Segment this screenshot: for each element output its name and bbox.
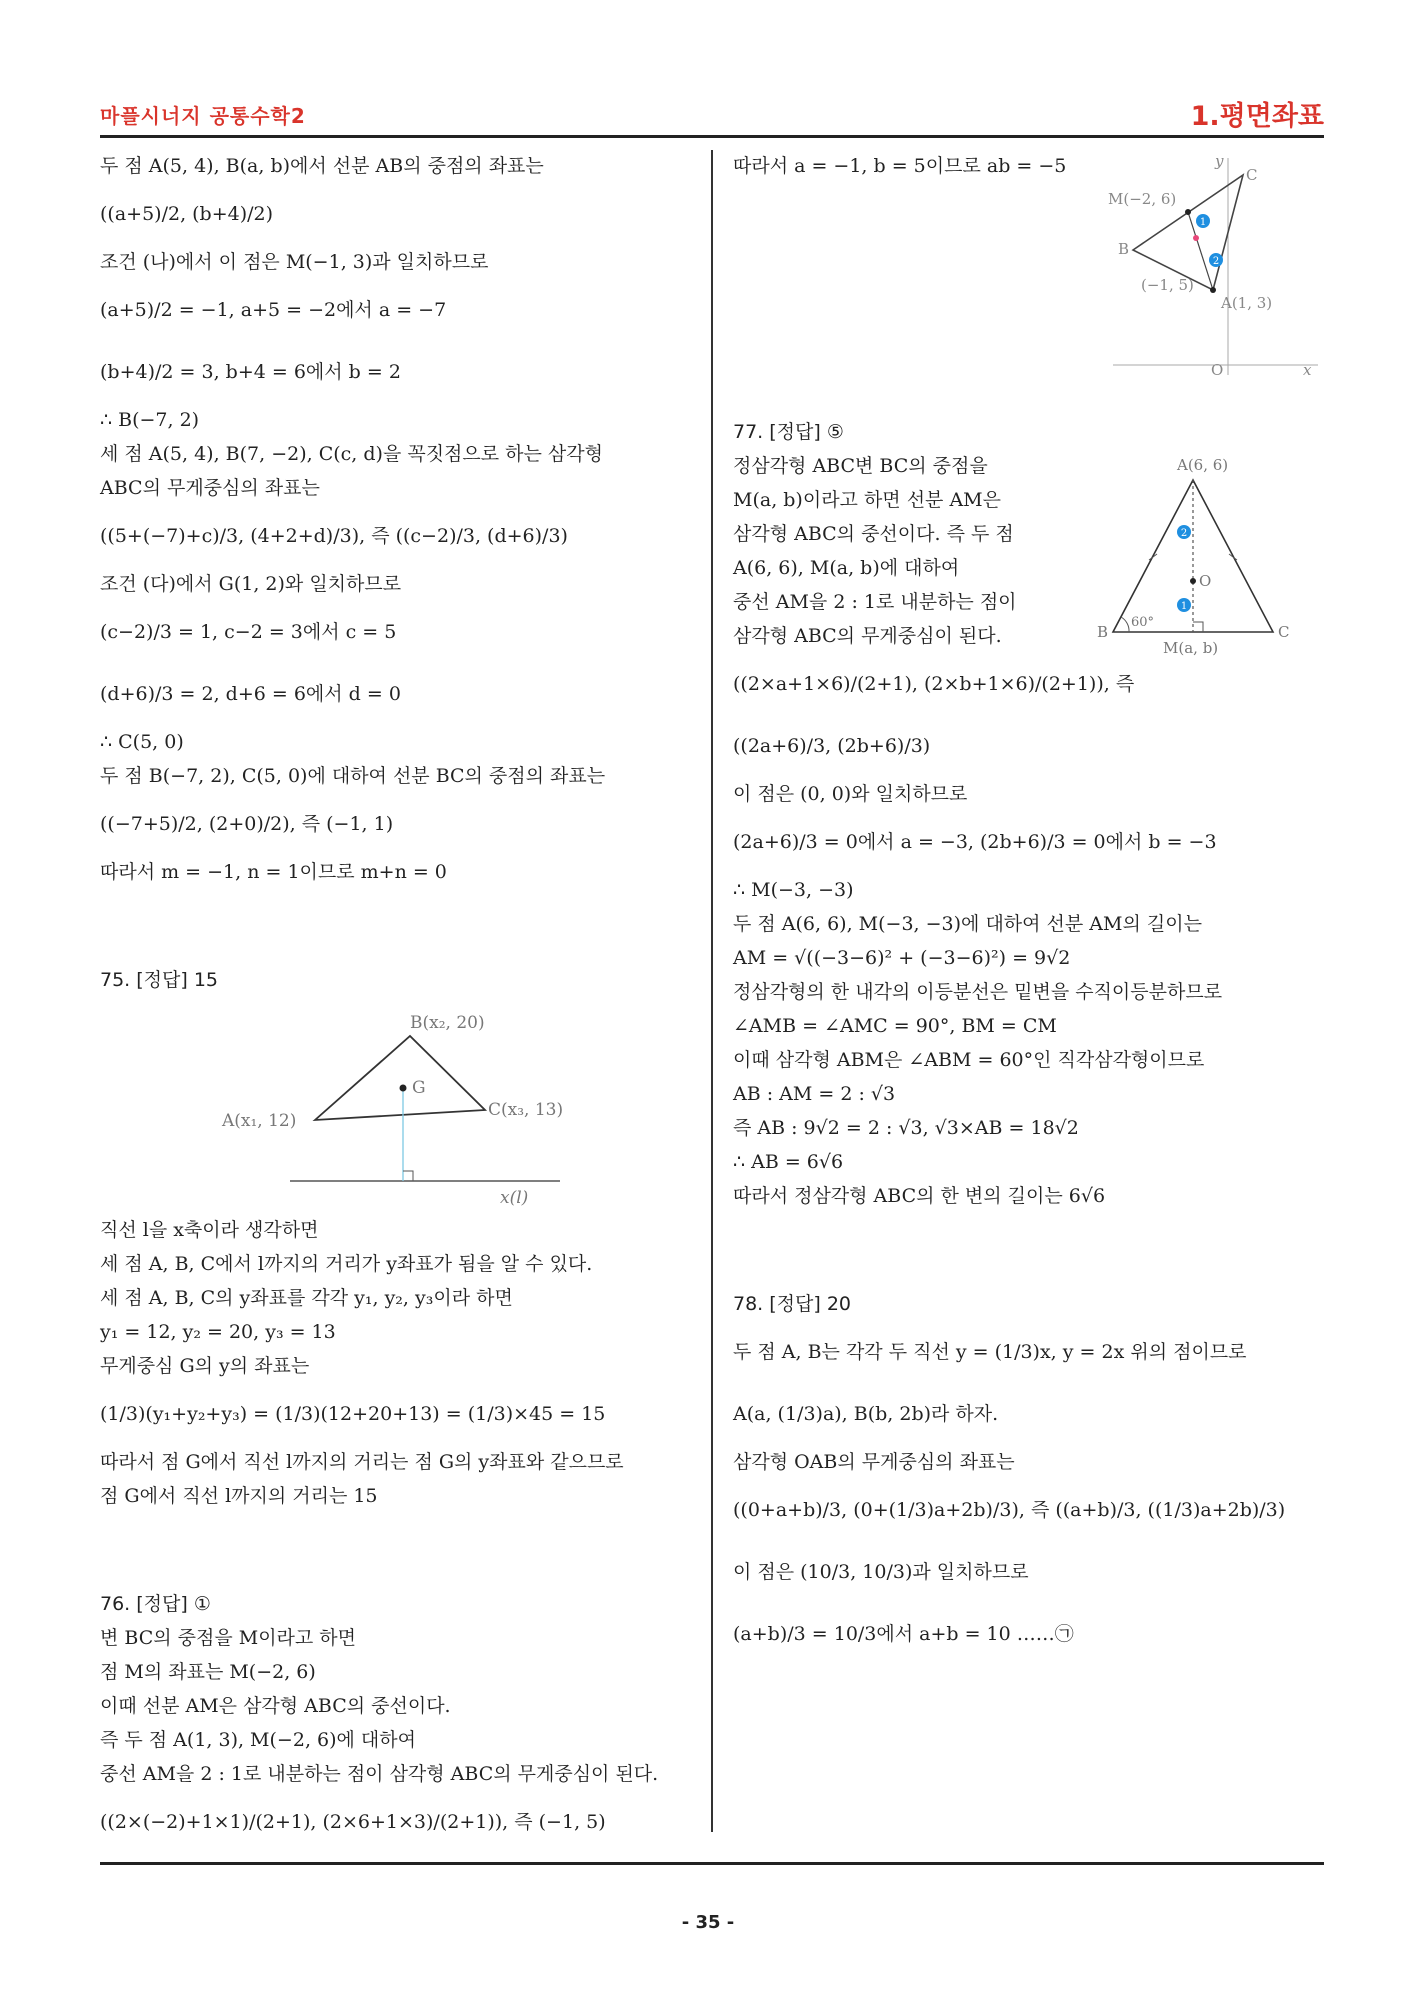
footer-rule: [100, 1862, 1324, 1865]
text-line: 정삼각형 ABC변 BC의 중점을: [733, 454, 988, 477]
text-line: ∴ B(−7, 2): [100, 409, 200, 432]
label-centroid: (−1, 5): [1141, 276, 1194, 294]
label-a: A(x₁, 12): [222, 1111, 297, 1131]
formula-line: ((2×(−2)+1×1)/(2+1), (2×6+1×3)/(2+1)), 즉 (−1, 5): [100, 1810, 606, 1833]
text-line: 무게중심 G의 y의 좌표는: [100, 1354, 310, 1377]
label-m: M(−2, 6): [1108, 190, 1177, 208]
label-c: C: [1278, 622, 1290, 641]
label-m: M(a, b): [1163, 638, 1219, 657]
label-c: C(x₃, 13): [488, 1100, 564, 1120]
label-x: x: [1303, 361, 1312, 379]
marker-2-label: 2: [1212, 256, 1220, 267]
answer-heading-75: 75. [정답] 15: [100, 969, 219, 992]
text-line: 점 M의 좌표는 M(−2, 6): [100, 1660, 316, 1683]
formula-line: 이 점은 (10/3, 10/3)과 일치하므로: [733, 1560, 1029, 1583]
page-number: - 35 -: [681, 1912, 735, 1933]
text-line: 세 점 A, B, C에서 l까지의 거리가 y좌표가 됨을 알 수 있다.: [100, 1252, 593, 1275]
text-line: ∠AMB = ∠AMC = 90°, BM = CM: [733, 1014, 1057, 1037]
text-line: 조건 (나)에서 이 점은 M(−1, 3)과 일치하므로: [100, 251, 489, 274]
label-c: C: [1246, 166, 1258, 184]
formula-line: (2a+6)/3 = 0에서 a = −3, (2b+6)/3 = 0에서 b = −3: [733, 830, 1217, 853]
triangle-figure-75: [100, 998, 690, 1208]
marker-1-label: 1: [1199, 217, 1207, 228]
label-a: A(1, 3): [1221, 294, 1273, 312]
text-line: 따라서 정삼각형 ABC의 한 변의 길이는 6√6: [733, 1184, 1106, 1207]
formula-line: ((2a+6)/3, (2b+6)/3): [733, 734, 931, 757]
point-m: [1185, 209, 1191, 215]
label-angle: 60°: [1131, 614, 1155, 630]
formula-line: ((a+5)/2, (b+4)/2): [100, 203, 274, 226]
text-line: 두 점 A, B는 각각 두 직선 y = (1/3)x, y = 2x 위의 점이므로: [733, 1340, 1247, 1363]
label-o: O: [1199, 571, 1212, 590]
text-line: 따라서 a = −1, b = 5이므로 ab = −5: [733, 155, 1067, 178]
label-axis: x(l): [500, 1188, 529, 1208]
column-divider: [711, 150, 713, 1832]
formula-line: ((5+(−7)+c)/3, (4+2+d)/3), 즉 ((c−2)/3, (d+6)/3): [100, 525, 568, 548]
formula-line: A(a, (1/3)a), B(b, 2b)라 하자.: [733, 1402, 999, 1425]
text-line: ∴ C(5, 0): [100, 731, 184, 754]
formula-line: AM = √((−3−6)² + (−3−6)²) = 9√2: [733, 946, 1071, 969]
centroid-point: [400, 1085, 407, 1092]
text-line: AB : AM = 2 : √3: [733, 1082, 896, 1105]
text-line: 이때 선분 AM은 삼각형 ABC의 중선이다.: [100, 1694, 451, 1717]
text-line: ABC의 무게중심의 좌표는: [100, 477, 320, 500]
text-line: ∴ AB = 6√6: [733, 1150, 844, 1173]
equilateral-figure-77: [1073, 450, 1313, 670]
text-line: 점 G에서 직선 l까지의 거리는 15: [100, 1484, 378, 1507]
top-row: [733, 150, 1323, 386]
formula-line: (d+6)/3 = 2, d+6 = 6에서 d = 0: [100, 683, 401, 706]
angle-arc: [1121, 617, 1129, 632]
text-line: 두 점 B(−7, 2), C(5, 0)에 대하여 선분 BC의 중점의 좌표는: [100, 765, 606, 788]
centroid-point: [1193, 235, 1199, 241]
section-77: [733, 450, 1323, 778]
figure-75: [100, 998, 690, 1214]
text-line: 삼각형 ABC의 중선이다. 즉 두 점: [733, 522, 1014, 545]
right-column: [733, 150, 1323, 1666]
text-line: 정삼각형의 한 내각의 이등분선은 밑변을 수직이등분하므로: [733, 980, 1223, 1003]
formula-line: (b+4)/2 = 3, b+4 = 6에서 b = 2: [100, 361, 401, 384]
left-column: [100, 150, 690, 1854]
label-b: B: [1097, 622, 1109, 641]
text-line: 삼각형 ABC의 무게중심이 된다.: [733, 624, 1002, 647]
coordinate-figure-76: [1103, 150, 1323, 380]
triangle-abc: [1113, 480, 1273, 632]
label-y: y: [1215, 152, 1224, 170]
text-line: 세 점 A, B, C의 y좌표를 각각 y₁, y₂, y₃이라 하면: [100, 1286, 513, 1309]
centroid-point: [1190, 578, 1196, 584]
chapter-title: 1.평면좌표: [1190, 101, 1324, 132]
text-line: 조건 (다)에서 G(1, 2)와 일치하므로: [100, 573, 402, 596]
text-line: 따라서 점 G에서 직선 l까지의 거리는 점 G의 y좌표와 같으므로: [100, 1450, 624, 1473]
right-angle-mark: [1193, 622, 1203, 632]
text-line: 두 점 A(5, 4), B(a, b)에서 선분 AB의 중점의 좌표는: [100, 155, 544, 178]
text-line: 이때 삼각형 ABM은 ∠ABM = 60°인 직각삼각형이므로: [733, 1048, 1205, 1071]
formula-line: ((2×a+1×6)/(2+1), (2×b+1×6)/(2+1)), 즉: [733, 672, 1135, 695]
text-line: 중선 AM을 2 : 1로 내분하는 점이 삼각형 ABC의 무게중심이 된다.: [100, 1762, 659, 1785]
text-line: 변 BC의 중점을 M이라고 하면: [100, 1626, 357, 1649]
text-line: 즉 두 점 A(1, 3), M(−2, 6)에 대하여: [100, 1728, 416, 1751]
label-b: B: [1118, 240, 1130, 258]
right-angle-mark: [403, 1171, 413, 1181]
text-line: A(6, 6), M(a, b)에 대하여: [733, 556, 960, 579]
label-b: B(x₂, 20): [410, 1013, 485, 1033]
figure-76: [1103, 150, 1323, 386]
header-rule: [100, 135, 1324, 138]
text-line: ∴ M(−3, −3): [733, 878, 854, 901]
answer-heading-77: 77. [정답] ⑤: [733, 420, 844, 443]
text-line: 두 점 A(6, 6), M(−3, −3)에 대하여 선분 AM의 길이는: [733, 912, 1202, 935]
text-line: 삼각형 OAB의 무게중심의 좌표는: [733, 1450, 1015, 1473]
formula-line: (1/3)(y₁+y₂+y₃) = (1/3)(12+20+13) = (1/3)×45 = 15: [100, 1402, 606, 1425]
text-line: 중선 AM을 2 : 1로 내분하는 점이: [733, 590, 1017, 613]
marker-2-label: 2: [1180, 527, 1188, 539]
figure-77: [1073, 450, 1313, 778]
text-line: y₁ = 12, y₂ = 20, y₃ = 13: [100, 1320, 336, 1343]
formula-line: (c−2)/3 = 1, c−2 = 3에서 c = 5: [100, 621, 397, 644]
formula-line: ((−7+5)/2, (2+0)/2), 즉 (−1, 1): [100, 813, 394, 836]
formula-line: (a+b)/3 = 10/3에서 a+b = 10 ……㉠: [733, 1622, 1074, 1645]
text-line: 따라서 m = −1, n = 1이므로 m+n = 0: [100, 861, 447, 884]
text-line: M(a, b)이라고 하면 선분 AM은: [733, 488, 1001, 511]
text-line: 이 점은 (0, 0)와 일치하므로: [733, 782, 968, 805]
label-o: O: [1211, 361, 1224, 379]
text-line: 직선 l을 x축이라 생각하면: [100, 1218, 319, 1241]
point-a: [1210, 287, 1216, 293]
answer-heading-78: 78. [정답] 20: [733, 1292, 852, 1315]
triangle-abc: [315, 1036, 485, 1120]
label-a: A(6, 6): [1177, 455, 1229, 474]
marker-1-label: 1: [1180, 600, 1188, 612]
answer-heading-76: 76. [정답] ①: [100, 1592, 211, 1615]
text-line: 즉 AB : 9√2 = 2 : √3, √3×AB = 18√2: [733, 1116, 1079, 1139]
book-title: 마플시너지 공통수학2: [100, 104, 306, 128]
text-line: 세 점 A(5, 4), B(7, −2), C(c, d)을 꼭짓점으로 하는 삼각형: [100, 443, 603, 466]
formula-line: ((0+a+b)/3, (0+(1/3)a+2b)/3), 즉 ((a+b)/3, ((1/3)a+2b)/3): [733, 1498, 1286, 1521]
label-g: G: [412, 1078, 426, 1098]
formula-line: (a+5)/2 = −1, a+5 = −2에서 a = −7: [100, 299, 447, 322]
